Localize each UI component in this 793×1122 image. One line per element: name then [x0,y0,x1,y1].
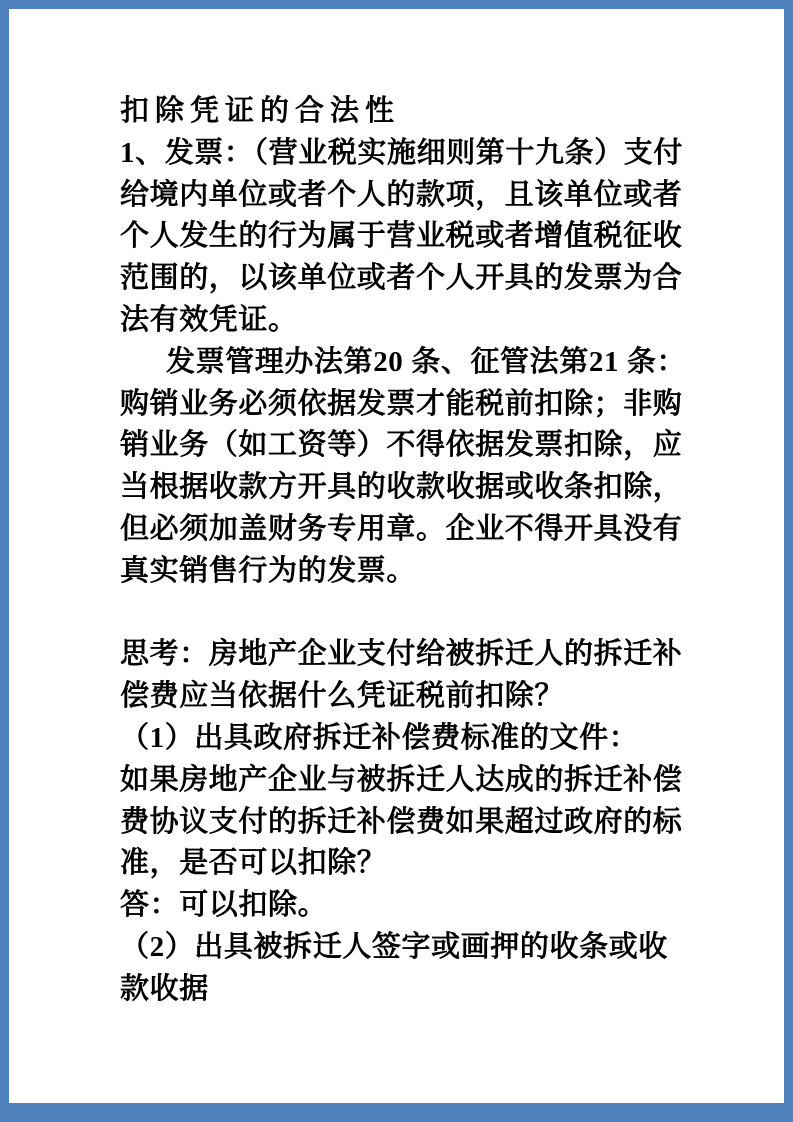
document-body [120,91,687,1011]
document-line: 准，是否可以扣除？ [120,847,387,880]
document-line: 1、发票：（营业税实施细则第十九条）支付 [120,136,684,169]
document-line: （1）出具政府拆迁补偿费标准的文件： [120,721,639,754]
document-line: （2）出具被拆迁人签字或画押的收条或收 [120,930,668,963]
document-line: 发票管理办法第20 条、征管法第21 条： [166,345,687,378]
document-page [9,9,784,1103]
document-line: 购销业务必须依据发票才能税前扣除；非购 [120,387,683,420]
document-line: 法有效凭证。 [120,303,298,336]
document-line: 真实销售行为的发票。 [120,554,417,587]
document-line: 答：可以扣除。 [120,889,328,922]
document-line: 但必须加盖财务专用章。企业不得开具没有 [120,512,683,545]
blank-line [120,593,680,635]
document-line: 款收据 [120,972,209,1005]
document-line: 当根据收款方开具的收款收据或收条扣除， [120,471,683,504]
document-line: 如果房地产企业与被拆迁人达成的拆迁补偿 [120,763,683,796]
document-line: 费协议支付的拆迁补偿费如果超过政府的标 [120,805,683,838]
document-title: 扣除凭证的合法性 [120,95,401,127]
document-line: 销业务（如工资等）不得依据发票扣除，应 [120,429,683,462]
document-line: 思考：房地产企业支付给被拆迁人的拆迁补 [120,638,683,671]
document-line: 范围的，以该单位或者个人开具的发票为合 [120,262,683,295]
document-line: 个人发生的行为属于营业税或者增值税征收 [120,220,683,253]
document-line: 给境内单位或者个人的款项，且该单位或者 [120,178,683,211]
document-line: 偿费应当依据什么凭证税前扣除？ [120,680,565,713]
